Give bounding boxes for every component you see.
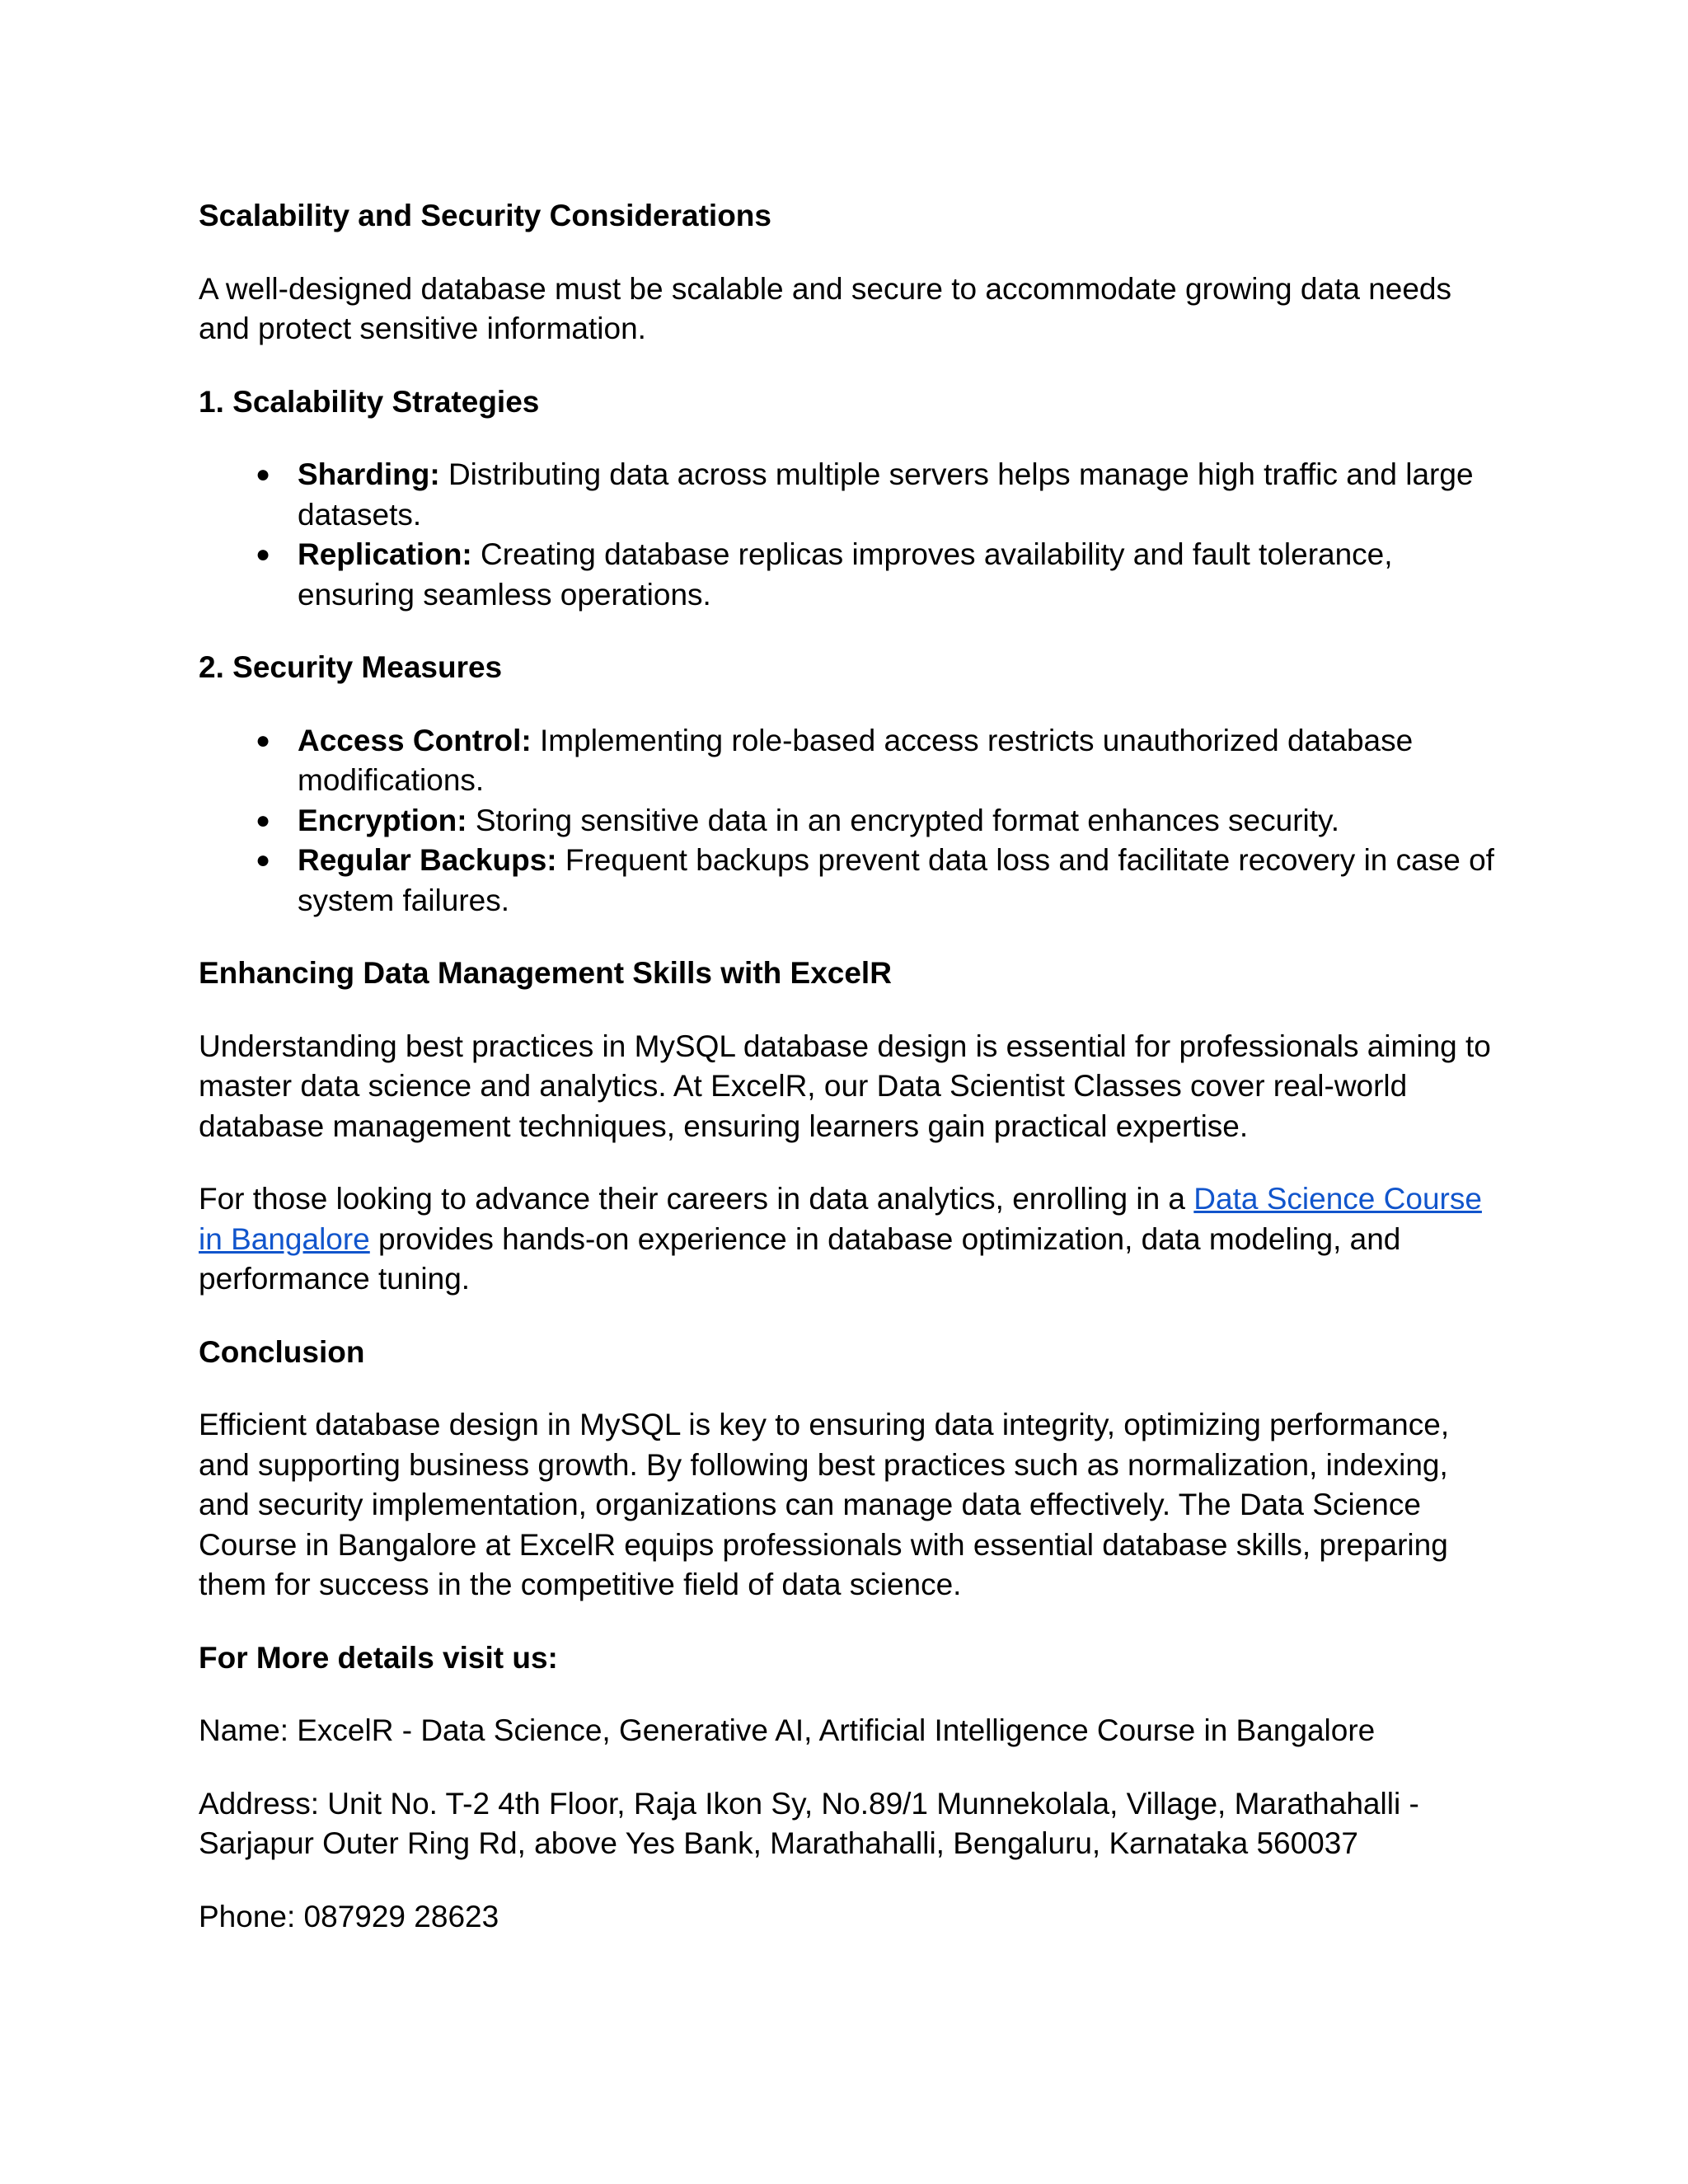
term-label: Replication: xyxy=(298,537,472,571)
subheading-scalability-strategies: 1. Scalability Strategies xyxy=(199,384,540,419)
item-text: Storing sensitive data in an encrypted format enhances security. xyxy=(467,803,1340,837)
section-heading-conclusion: Conclusion xyxy=(199,1334,365,1369)
item-text: Distributing data across multiple servers helps manage high traffic and large xyxy=(439,457,1474,491)
bullet-icon: ● xyxy=(255,806,271,834)
text-line: Sarjapur Outer Ring Rd, above Yes Bank, Marathahalli, Bengaluru, Karnataka 560037 xyxy=(199,1826,1358,1860)
list-item xyxy=(199,721,1517,801)
contact-name xyxy=(199,1711,1517,1751)
item-text: Implementing role-based access restricts unauthorized database xyxy=(531,723,1414,757)
text-after-link: provides hands-on experience in database optimization, data modeling, and xyxy=(369,1221,1401,1256)
text-line: Efficient database design in MySQL is key to ensuring data integrity, optimizing performance, xyxy=(199,1408,1450,1441)
text-line: performance tuning. xyxy=(199,1262,471,1296)
text-line: Understanding best practices in MySQL database design is essential for professionals aiming to xyxy=(199,1029,1491,1063)
data-science-course-link-continued[interactable]: in Bangalore xyxy=(199,1221,370,1256)
excelr-paragraph xyxy=(199,1027,1517,1147)
section-heading-excelr: Enhancing Data Management Skills with ExcelR xyxy=(199,956,892,990)
text-line: A well-designed database must be scalable and secure to accommodate growing data needs xyxy=(199,271,1451,306)
intro-paragraph xyxy=(199,269,1517,349)
item-text: Creating database replicas improves availability and fault tolerance, xyxy=(471,537,1393,571)
bullet-icon: ● xyxy=(255,461,271,488)
text-line: datasets. xyxy=(298,497,422,532)
text-line: and supporting business growth. By following best practices such as normalization, indexing, xyxy=(199,1447,1448,1482)
scalability-list xyxy=(199,455,1517,615)
contact-address xyxy=(199,1784,1517,1864)
section-heading-details: For More details visit us: xyxy=(199,1640,558,1675)
text-before-link: For those looking to advance their careers in data analytics, enrolling in a xyxy=(199,1182,1194,1216)
text-line: Name: ExcelR - Data Science, Generative AI, Artificial Intelligence Course in Bangalore xyxy=(199,1713,1376,1747)
subheading-security-measures: 2. Security Measures xyxy=(199,650,503,684)
list-item xyxy=(199,841,1517,921)
term-label: Encryption: xyxy=(298,803,467,837)
security-list xyxy=(199,721,1517,921)
text-line xyxy=(298,841,1517,881)
text-line: system failures. xyxy=(298,883,510,917)
list-item xyxy=(199,801,1517,841)
text-line xyxy=(298,535,1517,575)
text-line: ensuring seamless operations. xyxy=(298,577,711,612)
document-body xyxy=(199,196,1517,1970)
text-line xyxy=(199,1179,1517,1220)
text-line: database management techniques, ensuring learners gain practical expertise. xyxy=(199,1108,1249,1143)
career-paragraph xyxy=(199,1179,1517,1300)
text-line xyxy=(298,801,1517,841)
item-text: Frequent backups prevent data loss and facilitate recovery in case of xyxy=(556,843,1494,877)
text-line: Address: Unit No. T-2 4th Floor, Raja Ikon Sy, No.89/1 Munnekolala, Village, Marathahalli - xyxy=(199,1786,1419,1821)
text-line: them for success in the competitive field of data science. xyxy=(199,1568,962,1601)
list-item xyxy=(199,455,1517,535)
term-label: Access Control: xyxy=(298,723,532,757)
contact-phone xyxy=(199,1897,1517,1938)
term-label: Sharding: xyxy=(298,457,440,491)
text-line xyxy=(298,455,1517,495)
text-line: modifications. xyxy=(298,763,485,797)
bullet-icon: ● xyxy=(255,846,271,874)
section-heading-scalability-security: Scalability and Security Considerations xyxy=(199,199,771,232)
text-line: Course in Bangalore at ExcelR equips professionals with essential database skills, preparing xyxy=(199,1527,1448,1562)
bullet-icon: ● xyxy=(255,726,271,754)
text-line: and protect sensitive information. xyxy=(199,312,646,345)
conclusion-paragraph xyxy=(199,1405,1517,1605)
term-label: Regular Backups: xyxy=(298,843,557,877)
text-line xyxy=(298,721,1517,762)
text-line xyxy=(199,1220,1517,1260)
text-line: master data science and analytics. At ExcelR, our Data Scientist Classes cover real-world xyxy=(199,1069,1408,1103)
text-line: Phone: 087929 28623 xyxy=(199,1899,499,1933)
data-science-course-link[interactable]: Data Science Course xyxy=(1193,1182,1482,1216)
bullet-icon: ● xyxy=(255,541,271,568)
text-line: and security implementation, organizations can manage data effectively. The Data Science xyxy=(199,1488,1421,1521)
list-item xyxy=(199,535,1517,615)
